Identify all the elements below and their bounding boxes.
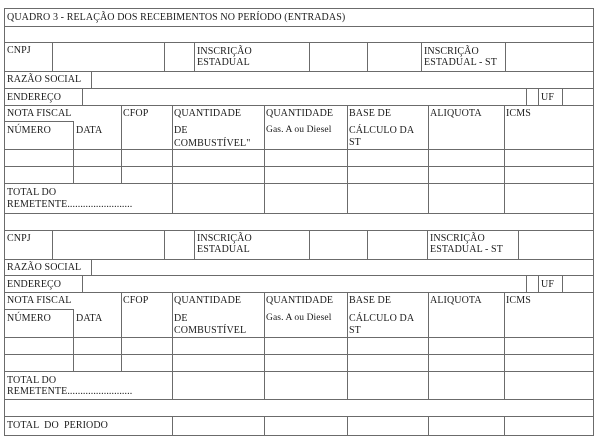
- rule: [121, 292, 122, 371]
- uf-label: UF: [541, 92, 554, 103]
- inscricao-estadual-label: ESTADUAL: [197, 57, 250, 68]
- rule: [504, 416, 505, 436]
- icms-header: ICMS: [506, 295, 531, 306]
- rule: [538, 88, 539, 105]
- cfop-header: CFOP: [123, 108, 149, 119]
- total-remetente-label: TOTAL DO: [7, 375, 57, 386]
- frame-bottom: [4, 435, 594, 436]
- rule: [4, 71, 594, 72]
- quantidade-combustivel-header: QUANTIDADE: [174, 108, 242, 119]
- quantidade-combustivel-header: DE: [174, 313, 188, 324]
- base-calculo-header: BASE DE: [349, 295, 392, 306]
- frame-top: [4, 8, 594, 9]
- rule: [82, 88, 83, 105]
- cfop-header: CFOP: [123, 295, 149, 306]
- rule: [52, 42, 53, 71]
- rule: [52, 230, 53, 259]
- rule: [194, 42, 195, 71]
- rule: [194, 230, 195, 259]
- inscricao-estadual-label: INSCRIÇÃO: [197, 233, 252, 244]
- rule: [347, 292, 348, 399]
- uf-label: UF: [541, 279, 554, 290]
- rule: [4, 105, 594, 106]
- quantidade-combustivel-header: DE: [174, 125, 188, 136]
- rule: [4, 26, 594, 27]
- rule: [505, 42, 506, 71]
- page-title: QUADRO 3 - RELAÇÃO DOS RECEBIMENTOS NO PERÍODO (ENTRADAS): [7, 12, 346, 23]
- rule: [73, 121, 74, 183]
- total-remetente-label: TOTAL DO: [7, 187, 57, 198]
- rule: [428, 105, 429, 213]
- rule: [264, 292, 265, 399]
- rule: [4, 259, 594, 260]
- rule: [504, 292, 505, 399]
- base-calculo-header: ST: [349, 325, 361, 336]
- inscricao-estadual-label: ESTADUAL: [197, 244, 250, 255]
- rule: [526, 275, 527, 292]
- rule: [4, 88, 594, 89]
- razao-social-label: RAZÃO SOCIAL: [7, 262, 82, 273]
- nota-fiscal-header: NOTA FISCAL: [7, 295, 72, 306]
- rule: [4, 230, 594, 231]
- aliquota-header: ALIQUOTA: [430, 108, 482, 119]
- razao-social-label: RAZÃO SOCIAL: [7, 74, 82, 85]
- cnpj-label: CNPJ: [7, 233, 31, 244]
- endereco-label: ENDEREÇO: [7, 92, 62, 103]
- rule: [4, 309, 73, 310]
- rule: [164, 42, 165, 71]
- base-calculo-header: ST: [349, 137, 361, 148]
- rule: [4, 354, 594, 355]
- rule: [309, 230, 310, 259]
- rule: [428, 292, 429, 399]
- rule: [121, 105, 122, 183]
- rule: [427, 230, 428, 259]
- rule: [4, 149, 594, 150]
- icms-header: ICMS: [506, 108, 531, 119]
- rule: [504, 105, 505, 213]
- rule: [347, 416, 348, 436]
- total-periodo-label: TOTAL DO PERIODO: [7, 420, 108, 431]
- total-remetente-label: REMETENTE.........................: [7, 386, 133, 397]
- rule: [4, 337, 594, 338]
- rule: [4, 121, 73, 122]
- rule: [82, 275, 83, 292]
- quantidade-gasolina-header: QUANTIDADE: [266, 295, 334, 306]
- rule: [562, 275, 563, 292]
- numero-header: NÚMERO: [7, 125, 51, 136]
- rule: [562, 88, 563, 105]
- quantidade-combustivel-header: COMBUSTÍVEL": [174, 138, 251, 149]
- quantidade-gasolina-header: Gas. A ou Diesel: [266, 125, 332, 135]
- rule: [347, 105, 348, 213]
- rule: [172, 416, 173, 436]
- rule: [172, 105, 173, 213]
- inscricao-estadual-st-label: ESTADUAL - ST: [424, 57, 497, 68]
- aliquota-header: ALIQUOTA: [430, 295, 482, 306]
- rule: [4, 416, 594, 417]
- nota-fiscal-header: NOTA FISCAL: [7, 108, 72, 119]
- rule: [367, 42, 368, 71]
- rule: [4, 292, 594, 293]
- rule: [91, 259, 92, 275]
- base-calculo-header: CÁLCULO DA: [349, 125, 415, 136]
- rule: [4, 213, 594, 214]
- rule: [4, 371, 594, 372]
- base-calculo-header: BASE DE: [349, 108, 392, 119]
- rule: [264, 416, 265, 436]
- numero-header: NÚMERO: [7, 313, 51, 324]
- rule: [538, 275, 539, 292]
- rule: [309, 42, 310, 71]
- inscricao-estadual-st-label: INSCRIÇÃO: [424, 46, 479, 57]
- rule: [428, 416, 429, 436]
- cnpj-label: CNPJ: [7, 45, 31, 56]
- quantidade-combustivel-header: COMBUSTÍVEL: [174, 325, 247, 336]
- rule: [91, 71, 92, 88]
- rule: [526, 88, 527, 105]
- total-remetente-label: REMETENTE.........................: [7, 199, 133, 210]
- base-calculo-header: CÁLCULO DA: [349, 313, 415, 324]
- endereco-label: ENDEREÇO: [7, 279, 62, 290]
- rule: [367, 230, 368, 259]
- rule: [264, 105, 265, 213]
- data-header: DATA: [76, 125, 103, 136]
- inscricao-estadual-st-label: ESTADUAL - ST: [430, 244, 503, 255]
- quantidade-gasolina-header: QUANTIDADE: [266, 108, 334, 119]
- rule: [4, 399, 594, 400]
- quantidade-gasolina-header: Gas. A ou Diesel: [266, 313, 332, 323]
- rule: [73, 309, 74, 371]
- inscricao-estadual-label: INSCRIÇÃO: [197, 46, 252, 57]
- rule: [164, 230, 165, 259]
- data-header: DATA: [76, 313, 103, 324]
- rule: [4, 275, 594, 276]
- rule: [172, 292, 173, 399]
- rule: [4, 166, 594, 167]
- rule: [4, 183, 594, 184]
- rule: [421, 42, 422, 71]
- rule: [518, 230, 519, 259]
- inscricao-estadual-st-label: INSCRIÇÃO: [430, 233, 485, 244]
- quantidade-combustivel-header: QUANTIDADE: [174, 295, 242, 306]
